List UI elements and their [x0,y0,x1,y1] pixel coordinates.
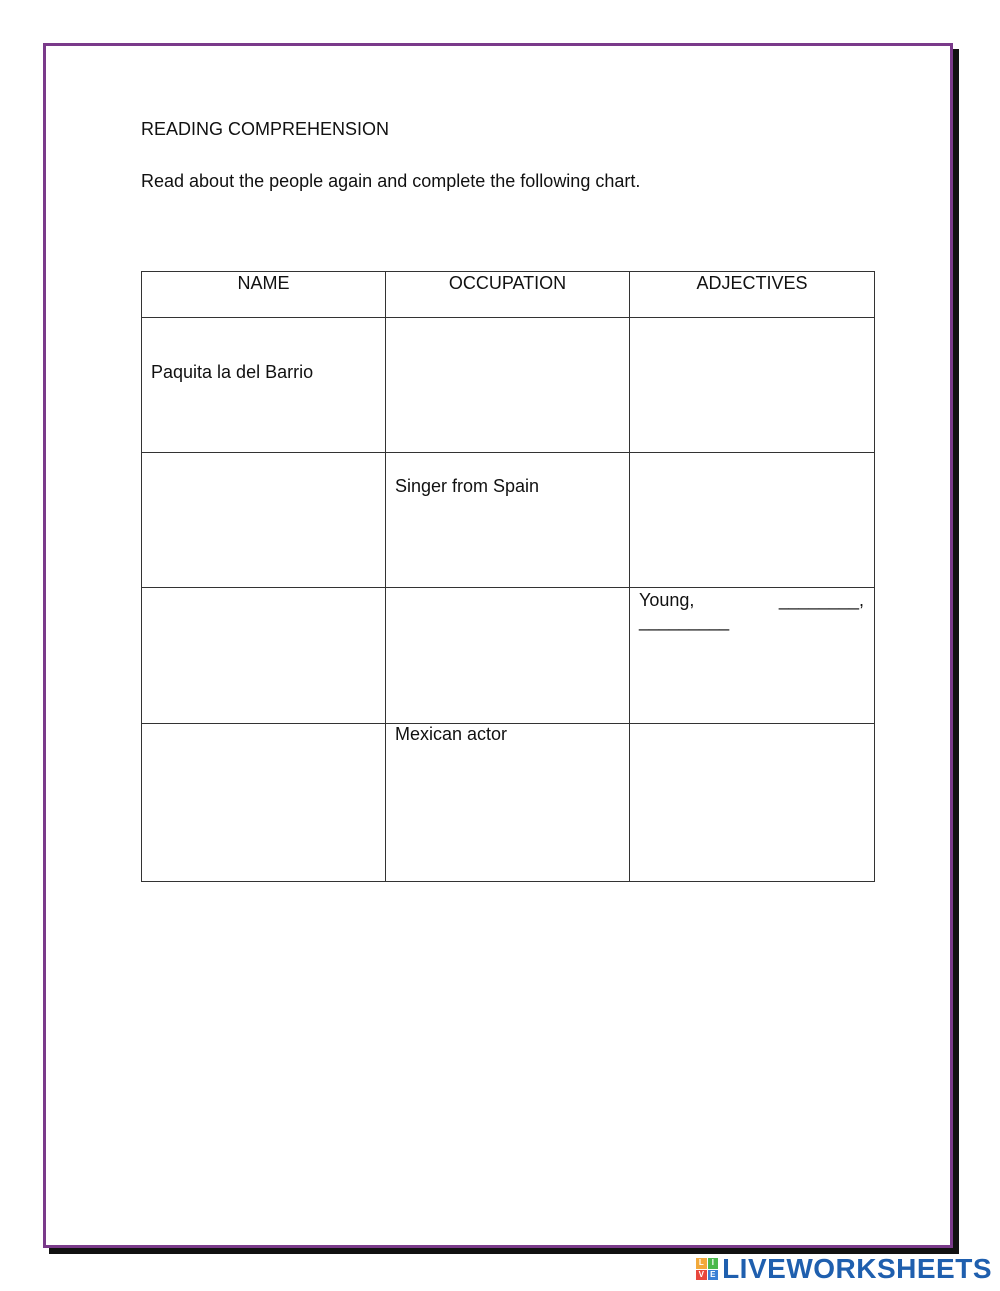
name-cell[interactable]: Paquita la del Barrio [142,318,386,453]
logo-letter-e: E [708,1270,719,1281]
adjective-blank[interactable]: _________ [639,611,730,631]
occupation-cell[interactable] [386,588,630,724]
adjectives-cell[interactable] [630,724,875,882]
header-occupation: OCCUPATION [386,272,630,318]
liveworksheets-brand [696,1253,992,1285]
worksheet-title: READING COMPREHENSION [141,119,390,139]
name-cell[interactable] [142,724,386,882]
logo-letter-i: I [708,1258,719,1269]
adjectives-cell[interactable] [630,453,875,588]
table-row [142,724,875,882]
adjectives-line [630,589,874,611]
completion-chart [141,271,875,882]
adjectives-cell[interactable] [630,318,875,453]
adjectives-cell[interactable] [630,588,875,724]
name-cell[interactable] [142,453,386,588]
chart-header-row [142,272,875,318]
header-name: NAME [142,272,386,318]
adjective-given: Young, [639,590,695,610]
occupation-cell[interactable] [386,318,630,453]
occupation-cell[interactable]: Singer from Spain [386,453,630,588]
liveworksheets-logo-icon [696,1258,718,1280]
worksheet-page [43,43,953,1248]
brand-text: LIVEWORKSHEETS [722,1253,992,1284]
table-row [142,588,875,724]
table-row [142,453,875,588]
name-cell[interactable] [142,588,386,724]
table-row [142,318,875,453]
logo-letter-l: L [696,1258,707,1269]
header-adjectives: ADJECTIVES [630,272,875,318]
worksheet-instructions: Read about the people again and complete the following chart. [141,171,641,191]
adjective-blank[interactable]: ________, [778,590,864,610]
occupation-cell[interactable]: Mexican actor [386,724,630,882]
logo-letter-v: V [696,1270,707,1281]
